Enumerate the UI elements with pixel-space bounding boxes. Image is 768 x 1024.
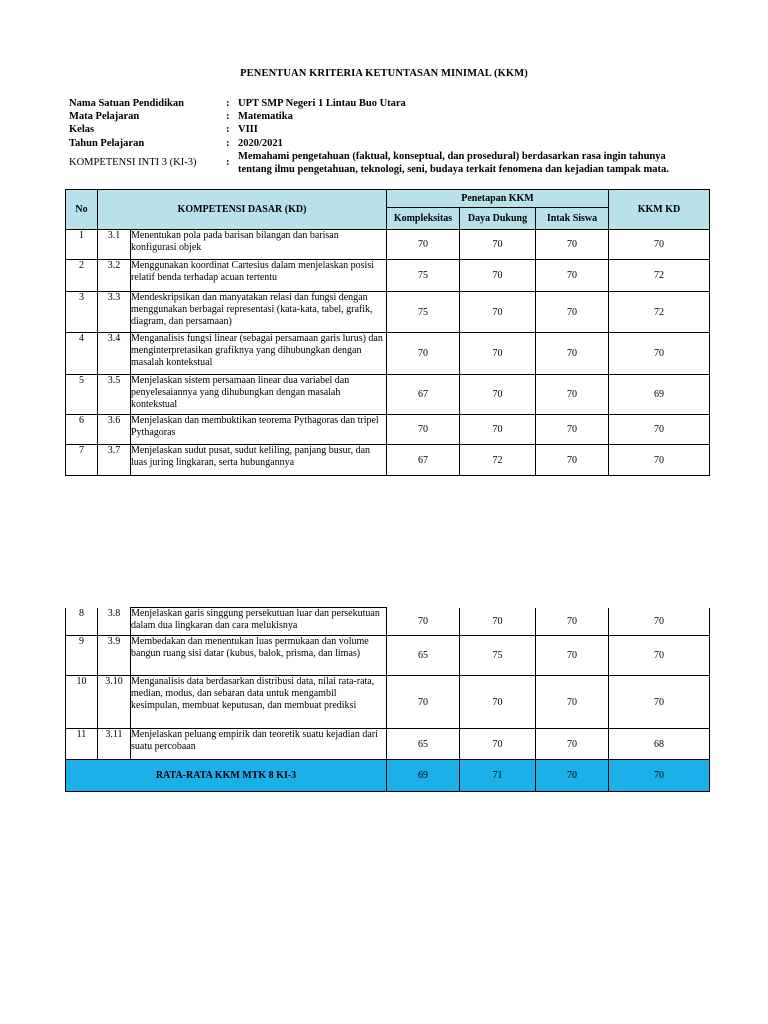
row-kompleksitas: 67 (387, 375, 460, 415)
average-row (66, 760, 710, 792)
row-intak-siswa: 70 (536, 292, 609, 333)
row-kkm-kd: 69 (609, 375, 710, 415)
row-kompleksitas: 70 (387, 608, 460, 636)
row-daya-dukung: 70 (460, 292, 536, 333)
average-label: RATA-RATA KKM MTK 8 KI-3 (66, 760, 387, 792)
header-intak-siswa: Intak Siswa (536, 208, 609, 230)
info-label: Nama Satuan Pendidikan (69, 98, 184, 109)
row-kd-text: Menjelaskan sudut pusat, sudut keliling, panjang busur, dan luas juring lingkaran, serta hubungannya (131, 445, 387, 476)
row-no: 11 (66, 729, 98, 760)
row-no: 8 (66, 608, 98, 636)
row-no: 2 (66, 260, 98, 292)
info-value: 2020/2021 (238, 138, 283, 149)
row-kompleksitas: 67 (387, 445, 460, 476)
header-kd: KOMPETENSI DASAR (KD) (98, 190, 387, 230)
row-kd-text: Mendeskripsikan dan manyatakan relasi dan fungsi dengan menggunakan berbagai representasi (kata-kata, tabel, grafik, diagram, dan persamaan) (131, 292, 387, 333)
row-kkm-kd: 70 (609, 333, 710, 375)
row-kompleksitas: 70 (387, 230, 460, 260)
row-kd-text: Menentukan pola pada barisan bilangan dan barisan konfigurasi objek (131, 230, 387, 260)
row-kd-code: 3.6 (98, 415, 131, 445)
row-kd-text: Menjelaskan garis singgung persekutuan luar dan persekutuan dalam dua lingkaran dan cara melukisnya (131, 608, 387, 636)
row-kd-code: 3.2 (98, 260, 131, 292)
row-kompleksitas: 70 (387, 676, 460, 729)
row-kd-code: 3.7 (98, 445, 131, 476)
kkm-table-part2 (65, 607, 710, 792)
row-kd-text: Menjelaskan dan membuktikan teorema Pythagoras dan tripel Pythagoras (131, 415, 387, 445)
row-kd-code: 3.4 (98, 333, 131, 375)
row-daya-dukung: 70 (460, 415, 536, 445)
row-intak-siswa: 70 (536, 445, 609, 476)
row-kkm-kd: 70 (609, 676, 710, 729)
row-kkm-kd: 70 (609, 445, 710, 476)
row-kd-code: 3.1 (98, 230, 131, 260)
row-kd-text: Menggunakan koordinat Cartesius dalam menjelaskan posisi relatif benda terhadap acuan tertentu (131, 260, 387, 292)
info-colon: : (226, 138, 230, 149)
row-kompleksitas: 75 (387, 292, 460, 333)
row-daya-dukung: 70 (460, 260, 536, 292)
row-intak-siswa: 70 (536, 415, 609, 445)
info-label: KOMPETENSI INTI 3 (KI-3) (69, 157, 197, 168)
row-intak-siswa: 70 (536, 676, 609, 729)
row-kkm-kd: 70 (609, 608, 710, 636)
row-intak-siswa: 70 (536, 260, 609, 292)
row-kompleksitas: 65 (387, 729, 460, 760)
info-colon: : (226, 124, 230, 135)
row-no: 4 (66, 333, 98, 375)
average-daya-dukung: 71 (460, 760, 536, 792)
row-daya-dukung: 70 (460, 333, 536, 375)
row-kd-code: 3.11 (98, 729, 131, 760)
row-kkm-kd: 72 (609, 260, 710, 292)
header-daya-dukung: Daya Dukung (460, 208, 536, 230)
row-kkm-kd: 70 (609, 230, 710, 260)
row-kompleksitas: 70 (387, 333, 460, 375)
header-no: No (66, 190, 98, 230)
table-row (66, 333, 710, 375)
row-kd-code: 3.3 (98, 292, 131, 333)
info-colon: : (226, 98, 230, 109)
header-kkm-kd: KKM KD (609, 190, 710, 230)
row-daya-dukung: 70 (460, 676, 536, 729)
row-kkm-kd: 72 (609, 292, 710, 333)
row-no: 6 (66, 415, 98, 445)
header-kompleksitas: Kompleksitas (387, 208, 460, 230)
row-kompleksitas: 65 (387, 636, 460, 676)
info-value: UPT SMP Negeri 1 Lintau Buo Utara (238, 98, 406, 109)
info-value: Matematika (238, 111, 293, 122)
row-intak-siswa: 70 (536, 729, 609, 760)
row-kompleksitas: 75 (387, 260, 460, 292)
row-kd-code: 3.5 (98, 375, 131, 415)
row-daya-dukung: 72 (460, 445, 536, 476)
row-daya-dukung: 70 (460, 230, 536, 260)
average-intak-siswa: 70 (536, 760, 609, 792)
row-kd-text: Menganalisis data berdasarkan distribusi data, nilai rata-rata, median, modus, dan sebaran data untuk mengambil kesimpulan, membuat keputusan, dan membuat prediksi (131, 676, 387, 729)
row-daya-dukung: 70 (460, 729, 536, 760)
row-no: 7 (66, 445, 98, 476)
row-intak-siswa: 70 (536, 608, 609, 636)
table-row (66, 676, 710, 729)
average-kompleksitas: 69 (387, 760, 460, 792)
info-label: Mata Pelajaran (69, 111, 140, 122)
row-no: 3 (66, 292, 98, 333)
row-intak-siswa: 70 (536, 230, 609, 260)
row-kd-code: 3.8 (98, 608, 131, 636)
row-intak-siswa: 70 (536, 375, 609, 415)
row-kkm-kd: 70 (609, 636, 710, 676)
row-kkm-kd: 68 (609, 729, 710, 760)
document-title: PENENTUAN KRITERIA KETUNTASAN MINIMAL (KKM) (240, 68, 528, 79)
row-kkm-kd: 70 (609, 415, 710, 445)
info-label: Tahun Pelajaran (69, 138, 145, 149)
row-no: 1 (66, 230, 98, 260)
row-daya-dukung: 70 (460, 375, 536, 415)
table-row (66, 260, 710, 292)
row-kompleksitas: 70 (387, 415, 460, 445)
row-intak-siswa: 70 (536, 333, 609, 375)
info-colon: : (226, 157, 230, 168)
info-colon: : (226, 111, 230, 122)
info-value: VIII (238, 124, 258, 135)
row-kd-text: Menjelaskan peluang empirik dan teoretik suatu kejadian dari suatu percobaan (131, 729, 387, 760)
table-row (66, 636, 710, 676)
row-kd-text: Menjelaskan sistem persamaan linear dua variabel dan penyelesaiannya yang dihubungkan dengan masalah kontekstual (131, 375, 387, 415)
row-intak-siswa: 70 (536, 636, 609, 676)
average-kkm-kd: 70 (609, 760, 710, 792)
header-penetapan: Penetapan KKM (387, 190, 609, 208)
row-no: 5 (66, 375, 98, 415)
info-value-line2: tentang ilmu pengetahuan, teknologi, seni, budaya terkait fenomena dan kejadian tampak mata. (238, 164, 669, 175)
table-row (66, 729, 710, 760)
info-value-line1: Memahami pengetahuan (faktual, konseptual, dan prosedural) berdasarkan rasa ingin tahunya (238, 151, 666, 162)
table-row (66, 608, 710, 636)
info-label: Kelas (69, 124, 95, 135)
table-row (66, 292, 710, 333)
row-daya-dukung: 75 (460, 636, 536, 676)
table-row (66, 445, 710, 476)
row-kd-code: 3.9 (98, 636, 131, 676)
kkm-table-part1 (65, 189, 710, 476)
table-row (66, 375, 710, 415)
row-kd-text: Menganalisis fungsi linear (sebagai persamaan garis lurus) dan menginterpretasikan grafiknya yang dihubungkan dengan masalah kontekstual (131, 333, 387, 375)
row-kd-code: 3.10 (98, 676, 131, 729)
row-no: 10 (66, 676, 98, 729)
row-kd-text: Membedakan dan menentukan luas permukaan dan volume bangun ruang sisi datar (kubus, balok, prisma, dan limas) (131, 636, 387, 676)
table-row (66, 415, 710, 445)
table-row (66, 230, 710, 260)
row-daya-dukung: 70 (460, 608, 536, 636)
row-no: 9 (66, 636, 98, 676)
